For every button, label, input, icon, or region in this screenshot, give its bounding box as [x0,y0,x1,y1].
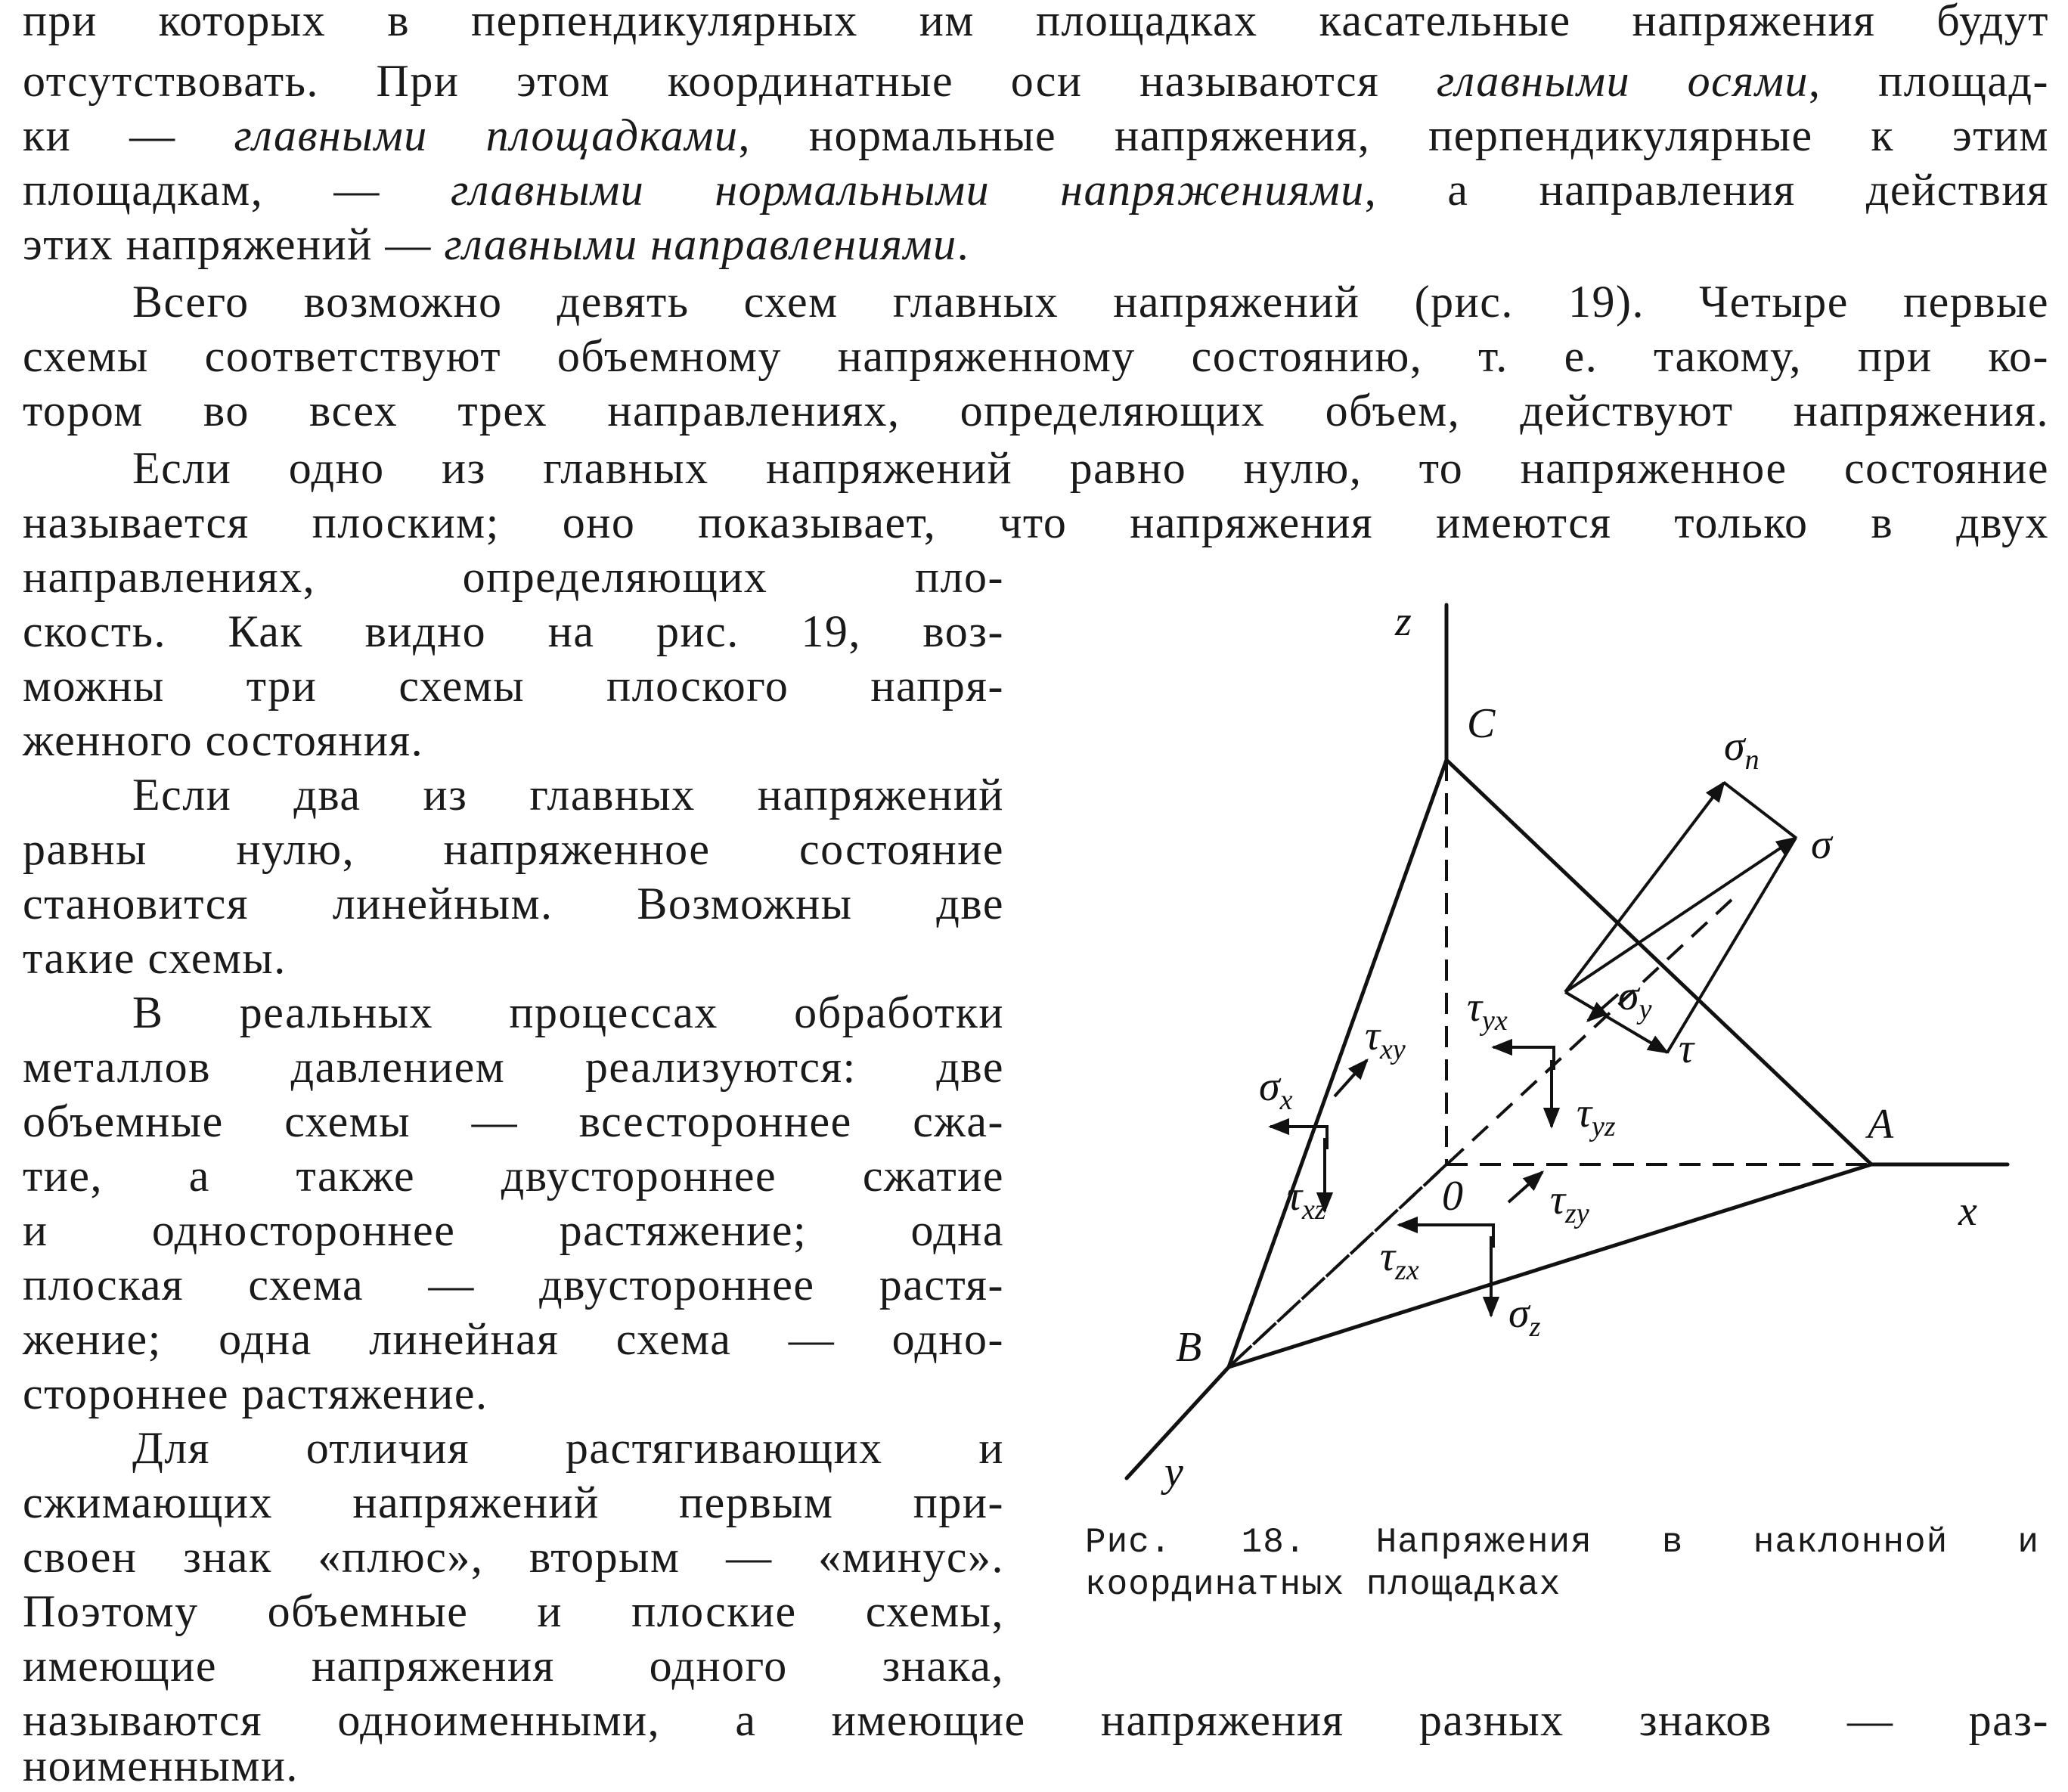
caption-line: координатных площадках [1085,1565,1561,1604]
term: главными нормальными напряжениями [451,165,1365,215]
label-sigma: σ [1811,821,1832,868]
label-tau-zx: $\tau_{zx}$ [1380,1233,1419,1286]
label-tau: τ [1679,1025,1694,1072]
label-x: x [1958,1188,1977,1235]
text-line: Поэтому объемные и плоские схемы, [23,1586,1004,1636]
tau-vector [1565,992,1667,1053]
label-C: C [1467,700,1496,747]
label-tau-xz: $\tau_{xz}$ [1287,1173,1326,1226]
label-z: z [1395,598,1412,645]
text-line: Для отличия растягивающих и [132,1423,1004,1473]
text-line: плоская схема — двустороннее растя- [23,1260,1004,1310]
text-line: направлениях, определяющих пло- [23,552,1004,602]
text-line: ноименными. [23,1741,299,1790]
label-O: 0 [1442,1173,1463,1220]
text-line: Всего возможно девять схем главных напряжений (рис. 19). Четыре первые [132,277,2049,327]
sigma-vector [1565,838,1796,992]
stress-figure [1089,597,2042,1512]
text-line: стороннее растяжение. [23,1369,488,1418]
text-line: металлов давлением реализуются: две [23,1042,1004,1092]
label-tau-yz: $\tau_{yz}$ [1577,1090,1616,1142]
label-sigma-z: $\sigma_z$ [1508,1290,1541,1343]
label-tau-yx: $\tau_{yx}$ [1467,984,1508,1037]
text-line: объемные схемы — всестороннее сжа- [23,1096,1004,1146]
text-line: и одностороннее растяжение; одна [23,1205,1004,1255]
figure-caption [1085,1521,2039,1606]
text-line: Если два из главных напряжений [132,770,1004,820]
term: главными осями [1436,56,1809,106]
text-line: скость. Как видно на рис. 19, воз- [23,606,1004,656]
text-line: имеющие напряжения одного знака, [23,1641,1004,1691]
text-line: своен знак «плюс», вторым — «минус». [23,1532,1004,1582]
text-line: отсутствовать. При этом координатные оси называются главными осями, площад- [23,56,2049,106]
text-line: тором во всех трех направлениях, определяющих объем, действуют напряжения. [23,386,2049,436]
text-line: этих напряжений — главными направлениями. [23,219,970,269]
label-sigma-y: $\sigma_y$ [1618,972,1652,1025]
sigma-n-vector [1565,783,1724,992]
text-line: В реальных процессах обработки [132,987,1004,1037]
text-line: жение; одна линейная схема — одно- [23,1314,1004,1364]
text-line: тие, а также двустороннее сжатие [23,1151,1004,1201]
text-line: называются одноименными, а имеющие напряжения разных знаков — раз- [23,1695,2049,1745]
text-line: ки — главными площадками, нормальные напряжения, перпендикулярные к этим [23,110,2049,160]
label-B: B [1176,1324,1202,1371]
text-line: женного состояния. [23,715,424,765]
term: главными площадками [234,110,739,160]
text-line: Если одно из главных напряжений равно нулю, то напряженное состояние [132,443,2049,493]
text-line: площадкам, — главными нормальными напряжениями, а направления действия [23,165,2050,215]
text-line: называется плоским; оно показывает, что напряжения имеются только в двух [23,498,2049,547]
hidden-diagonal [1229,900,1732,1367]
label-tau-xy: $\tau_{xy}$ [1365,1012,1406,1065]
text-line: равны нулю, напряженное состояние [23,824,1004,874]
label-A: A [1868,1101,1894,1148]
label-sigma-x: $\sigma_x$ [1259,1063,1293,1116]
text-line: можны три схемы плоского напря- [23,661,1004,711]
text-line: становится линейным. Возможны две [23,879,1004,929]
label-tau-zy: $\tau_{zy}$ [1550,1177,1589,1229]
label-sigma-n: $\sigma_n$ [1724,723,1760,776]
tau-zy-arrow [1508,1172,1542,1202]
text-line: схемы соответствуют объемному напряженному состоянию, т. е. такому, при ко- [23,331,2049,381]
tau-xy-arrow [1335,1060,1367,1096]
text-line: при которых в перпендикулярных им площадках касательные напряжения будут [23,0,2049,45]
text-line: такие схемы. [23,933,287,983]
caption-line: Рис. 18. Напряжения в наклонной и [1085,1523,2039,1562]
term: главными направлениями [444,219,957,269]
label-y: y [1164,1449,1183,1496]
text-line: сжимающих напряжений первым при- [23,1477,1004,1527]
